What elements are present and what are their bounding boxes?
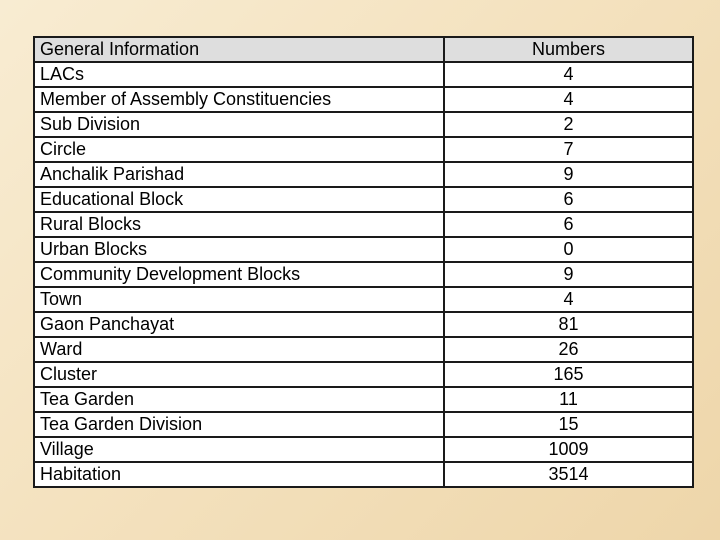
row-value: 0 (444, 237, 693, 262)
table-row (34, 362, 693, 387)
table-row (34, 287, 693, 312)
table-row (34, 312, 693, 337)
row-label: Cluster (34, 362, 444, 387)
row-value: 165 (444, 362, 693, 387)
table-header-row (34, 37, 693, 62)
row-value: 11 (444, 387, 693, 412)
row-value: 6 (444, 212, 693, 237)
row-value: 7 (444, 137, 693, 162)
row-label: Circle (34, 137, 444, 162)
table-row (34, 137, 693, 162)
table-row (34, 237, 693, 262)
row-value: 2 (444, 112, 693, 137)
row-label: Community Development Blocks (34, 262, 444, 287)
table-row (34, 187, 693, 212)
row-value: 4 (444, 287, 693, 312)
row-label: Tea Garden Division (34, 412, 444, 437)
table-row (34, 412, 693, 437)
table-row (34, 162, 693, 187)
header-numbers: Numbers (444, 37, 693, 62)
general-information-table-container (33, 36, 692, 488)
row-label: Urban Blocks (34, 237, 444, 262)
row-label: Ward (34, 337, 444, 362)
row-label: Village (34, 437, 444, 462)
row-value: 15 (444, 412, 693, 437)
table-row (34, 262, 693, 287)
general-information-table (33, 36, 694, 488)
row-label: Member of Assembly Constituencies (34, 87, 444, 112)
row-label: Sub Division (34, 112, 444, 137)
row-value: 26 (444, 337, 693, 362)
row-value: 3514 (444, 462, 693, 487)
row-value: 4 (444, 87, 693, 112)
row-label: Educational Block (34, 187, 444, 212)
header-general-information: General Information (34, 37, 444, 62)
row-value: 6 (444, 187, 693, 212)
row-value: 1009 (444, 437, 693, 462)
row-label: LACs (34, 62, 444, 87)
table-row (34, 112, 693, 137)
row-label: Rural Blocks (34, 212, 444, 237)
row-value: 81 (444, 312, 693, 337)
table-row (34, 212, 693, 237)
table-row (34, 387, 693, 412)
row-value: 4 (444, 62, 693, 87)
row-label: Tea Garden (34, 387, 444, 412)
table-row (34, 62, 693, 87)
row-value: 9 (444, 162, 693, 187)
row-value: 9 (444, 262, 693, 287)
row-label: Habitation (34, 462, 444, 487)
table-row (34, 87, 693, 112)
table-row (34, 462, 693, 487)
table-row (34, 337, 693, 362)
table-row (34, 437, 693, 462)
row-label: Town (34, 287, 444, 312)
row-label: Gaon Panchayat (34, 312, 444, 337)
row-label: Anchalik Parishad (34, 162, 444, 187)
